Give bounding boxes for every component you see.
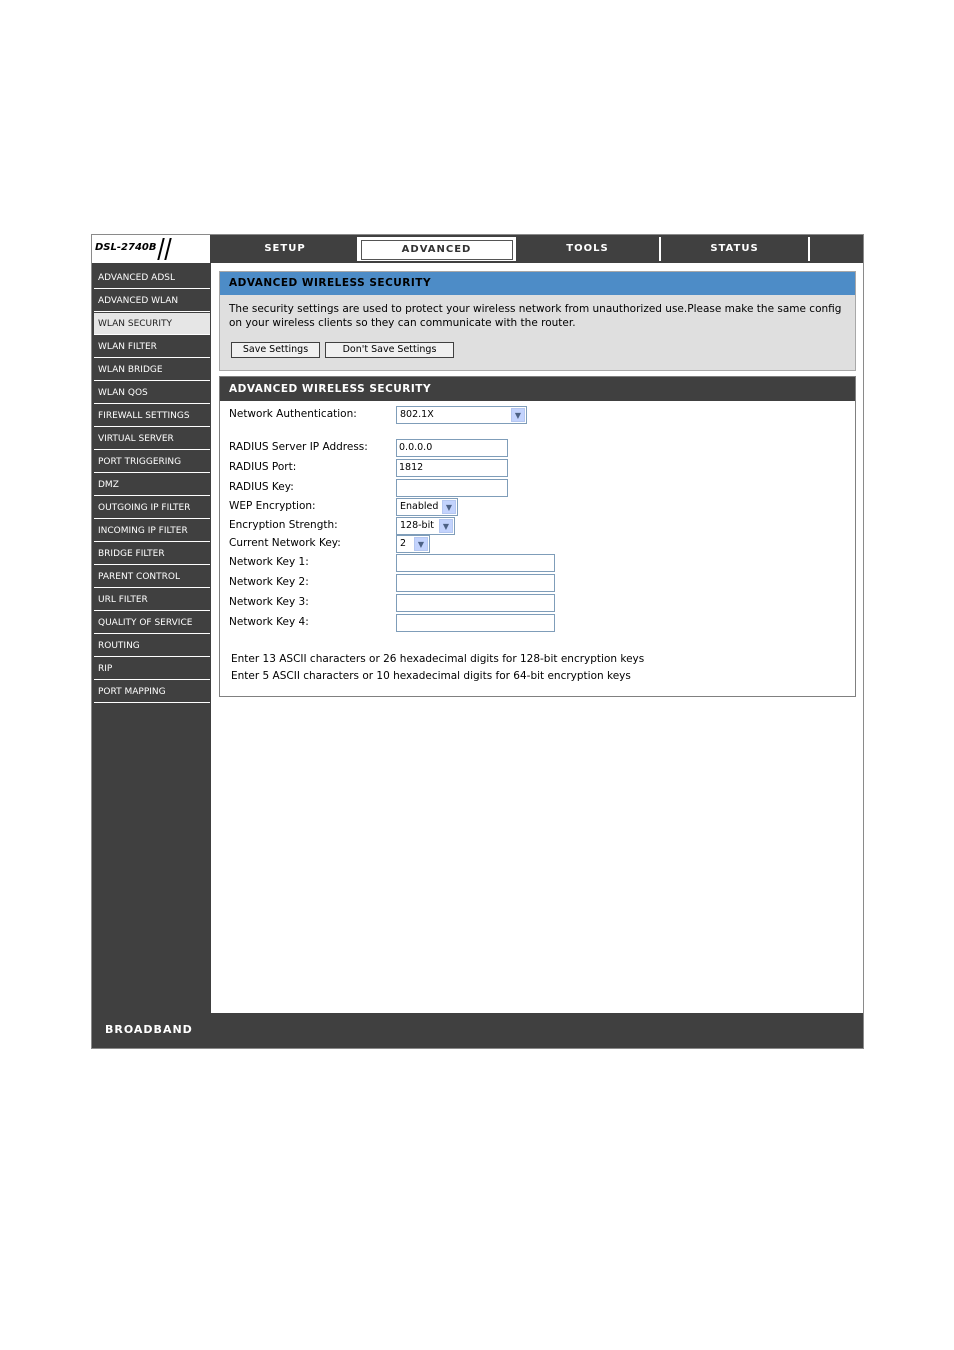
- radius-key-label: RADIUS Key:: [229, 481, 294, 493]
- chevron-down-icon: ▼: [511, 408, 525, 422]
- sidebar-item-dmz[interactable]: DMZ: [94, 474, 210, 496]
- network-auth-value: 802.1X: [400, 409, 434, 420]
- network-key-4-input[interactable]: [396, 614, 555, 632]
- network-key-1-input[interactable]: [396, 554, 555, 572]
- network-key-4-label: Network Key 4:: [229, 616, 309, 628]
- network-auth-label: Network Authentication:: [229, 408, 357, 420]
- tab-setup[interactable]: SETUP: [213, 237, 359, 261]
- sidebar-item-quality-of-service[interactable]: QUALITY OF SERVICE: [94, 612, 210, 634]
- current-key-label: Current Network Key:: [229, 537, 341, 549]
- tab-tools[interactable]: TOOLS: [516, 237, 661, 261]
- sidebar-item-firewall-settings[interactable]: FIREWALL SETTINGS: [94, 405, 210, 427]
- intro-panel-title: ADVANCED WIRELESS SECURITY: [220, 272, 855, 295]
- sidebar-item-rip[interactable]: RIP: [94, 658, 210, 680]
- radius-ip-input[interactable]: 0.0.0.0: [396, 439, 508, 457]
- wep-encryption-select[interactable]: [396, 498, 458, 516]
- sidebar-item-port-mapping[interactable]: PORT MAPPING: [94, 681, 210, 703]
- sidebar-item-advanced-wlan[interactable]: ADVANCED WLAN: [94, 290, 210, 312]
- sidebar-item-parent-control[interactable]: PARENT CONTROL: [94, 566, 210, 588]
- key-length-note-128: Enter 13 ASCII characters or 26 hexadecimal digits for 128-bit encryption keys: [231, 653, 645, 665]
- sidebar-item-wlan-qos[interactable]: WLAN QOS: [94, 382, 210, 404]
- network-key-1-label: Network Key 1:: [229, 556, 309, 568]
- sidebar-item-advanced-adsl[interactable]: ADVANCED ADSL: [94, 267, 210, 289]
- sidebar-item-virtual-server[interactable]: VIRTUAL SERVER: [94, 428, 210, 450]
- chevron-down-icon: ▼: [439, 519, 453, 533]
- footer-bar: [92, 1013, 863, 1048]
- dont-save-settings-button[interactable]: Don't Save Settings: [325, 342, 454, 358]
- form-panel-title: ADVANCED WIRELESS SECURITY: [220, 377, 855, 401]
- current-key-select[interactable]: [396, 535, 430, 553]
- encryption-strength-select[interactable]: [396, 517, 455, 535]
- radius-ip-label: RADIUS Server IP Address:: [229, 441, 368, 453]
- sidebar-item-bridge-filter[interactable]: BRIDGE FILTER: [94, 543, 210, 565]
- current-key-value: 2: [400, 538, 407, 549]
- sidebar-item-wlan-bridge[interactable]: WLAN BRIDGE: [94, 359, 210, 381]
- sidebar-item-port-triggering[interactable]: PORT TRIGGERING: [94, 451, 210, 473]
- sidebar-item-outgoing-ip-filter[interactable]: OUTGOING IP FILTER: [94, 497, 210, 519]
- chevron-down-icon: ▼: [414, 537, 428, 551]
- sidebar-item-routing[interactable]: ROUTING: [94, 635, 210, 657]
- wep-encryption-value: Enabled: [400, 501, 439, 512]
- sidebar-item-wlan-security[interactable]: WLAN SECURITY: [94, 313, 210, 335]
- intro-description: The security settings are used to protect your wireless network from unauthorized use.Please make the same config on your wireless clients so they can communicate with the router.: [229, 303, 842, 329]
- footer-brand: BROADBAND: [105, 1023, 193, 1036]
- network-key-2-input[interactable]: [396, 574, 555, 592]
- save-settings-button[interactable]: Save Settings: [231, 342, 320, 358]
- encryption-strength-value: 128-bit: [400, 520, 434, 531]
- logo-slash-icon: [157, 238, 164, 260]
- model-name: DSL-2740B: [95, 242, 157, 253]
- network-key-2-label: Network Key 2:: [229, 576, 309, 588]
- wep-encryption-label: WEP Encryption:: [229, 500, 316, 512]
- sidebar-item-incoming-ip-filter[interactable]: INCOMING IP FILTER: [94, 520, 210, 542]
- network-key-3-label: Network Key 3:: [229, 596, 309, 608]
- key-length-note-64: Enter 5 ASCII characters or 10 hexadecimal digits for 64-bit encryption keys: [231, 670, 631, 682]
- radius-key-input[interactable]: [396, 479, 508, 497]
- logo-slash-icon: [164, 238, 171, 260]
- network-auth-select[interactable]: [396, 406, 527, 424]
- radius-port-input[interactable]: 1812: [396, 459, 508, 477]
- radius-port-label: RADIUS Port:: [229, 461, 297, 473]
- network-key-3-input[interactable]: [396, 594, 555, 612]
- router-admin-window: [91, 234, 864, 1049]
- product-logo: [92, 235, 211, 263]
- intro-panel: [219, 271, 856, 371]
- tab-advanced[interactable]: ADVANCED: [359, 237, 516, 261]
- tab-status[interactable]: STATUS: [661, 237, 810, 261]
- sidebar-item-wlan-filter[interactable]: WLAN FILTER: [94, 336, 210, 358]
- encryption-strength-label: Encryption Strength:: [229, 519, 338, 531]
- security-form-panel: [219, 376, 856, 697]
- sidebar-menu: [92, 263, 211, 1013]
- top-navigation-bar: [92, 235, 863, 263]
- sidebar-item-url-filter[interactable]: URL FILTER: [94, 589, 210, 611]
- chevron-down-icon: ▼: [442, 500, 456, 514]
